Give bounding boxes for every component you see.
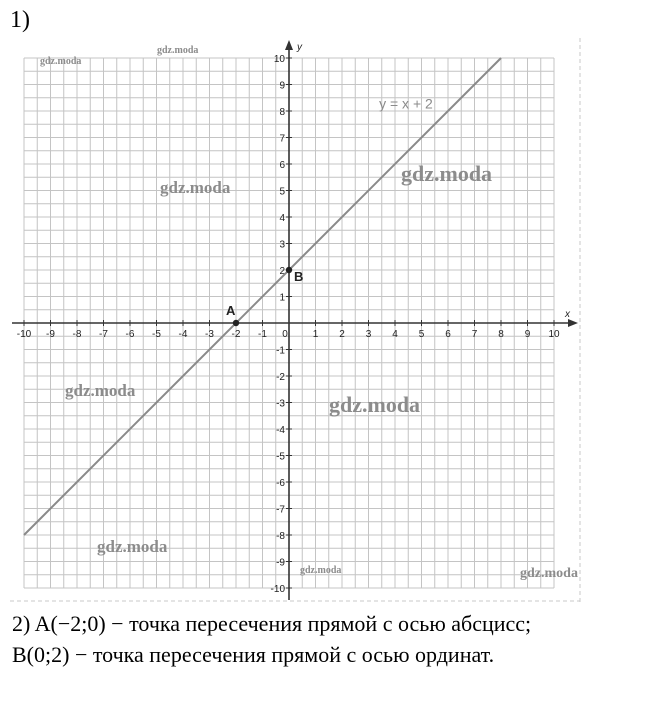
point-a bbox=[233, 320, 239, 326]
x-tick-label: 0 bbox=[282, 329, 288, 340]
answer-line-2: B(0;2) − точка пересечения прямой с осью ординат. bbox=[12, 642, 495, 667]
y-tick-label: 5 bbox=[279, 186, 285, 198]
x-tick-label: -9 bbox=[46, 329, 55, 340]
y-tick-label: -2 bbox=[276, 372, 285, 383]
x-tick-label: 4 bbox=[392, 329, 398, 340]
y-tick-label: 3 bbox=[279, 239, 285, 251]
y-tick-label: 2 bbox=[279, 266, 285, 277]
y-tick-label: -10 bbox=[270, 584, 285, 595]
x-tick-label: 5 bbox=[418, 329, 425, 340]
x-tick-label: 3 bbox=[365, 329, 372, 340]
watermark: gdz.moda bbox=[97, 537, 168, 556]
x-axis-label: x bbox=[565, 309, 570, 320]
y-tick-label: -8 bbox=[276, 531, 285, 542]
x-tick-label: -3 bbox=[205, 329, 214, 340]
y-tick-label: 4 bbox=[279, 213, 285, 224]
y-tick-label: -3 bbox=[276, 398, 285, 410]
watermark: gdz.moda bbox=[65, 381, 136, 400]
x-tick-label: 9 bbox=[524, 329, 531, 340]
y-tick-label: 6 bbox=[279, 160, 285, 171]
x-tick-label: -10 bbox=[16, 329, 32, 340]
x-tick-label: -1 bbox=[258, 329, 267, 340]
y-axis-label: y bbox=[297, 42, 302, 53]
watermark: gdz.moda bbox=[401, 161, 493, 186]
x-tick-label: -5 bbox=[152, 329, 161, 340]
answer-line-1: 2) A(−2;0) − точка пересечения прямой с осью абсцисс; bbox=[12, 611, 532, 636]
x-tick-label: -8 bbox=[72, 329, 82, 340]
x-tick-label: 10 bbox=[548, 329, 560, 340]
y-tick-label: -9 bbox=[276, 557, 285, 569]
problem-number: 1) bbox=[10, 7, 30, 33]
y-tick-label: 9 bbox=[279, 80, 285, 92]
x-axis-arrow bbox=[568, 319, 578, 327]
y-tick-label: 8 bbox=[279, 107, 285, 118]
y-tick-label: 10 bbox=[273, 54, 285, 65]
x-tick-label: 7 bbox=[471, 329, 478, 340]
y-tick-label: -7 bbox=[276, 504, 285, 516]
y-tick-label: 7 bbox=[279, 133, 285, 145]
watermarks bbox=[40, 45, 578, 581]
x-tick-label: -2 bbox=[231, 329, 241, 340]
x-tick-label: 2 bbox=[339, 329, 345, 340]
point-a-label: A bbox=[226, 303, 236, 318]
y-tick-label: -5 bbox=[276, 451, 285, 463]
y-tick-label: -4 bbox=[276, 425, 285, 436]
point-b bbox=[286, 267, 292, 273]
y-tick-label: 1 bbox=[279, 292, 285, 304]
watermark: gdz.moda bbox=[157, 45, 199, 56]
watermark: gdz.moda bbox=[40, 56, 82, 67]
y-tick-label: -6 bbox=[276, 478, 285, 489]
x-tick-label: 6 bbox=[445, 329, 451, 340]
x-tick-label: 8 bbox=[498, 329, 504, 340]
y-axis-arrow bbox=[285, 40, 293, 50]
series-label: y = x + 2 bbox=[379, 95, 433, 112]
watermark: gdz.moda bbox=[160, 178, 231, 197]
y-tick-label: -1 bbox=[276, 345, 285, 357]
x-tick-label: -6 bbox=[125, 329, 135, 340]
grid bbox=[10, 38, 580, 604]
x-tick-label: -4 bbox=[178, 329, 188, 340]
x-tick-label: 1 bbox=[312, 329, 319, 340]
point-b-label: B bbox=[294, 269, 304, 284]
watermark: gdz.moda bbox=[300, 565, 342, 576]
watermark: gdz.moda bbox=[520, 566, 578, 581]
x-tick-label: -7 bbox=[99, 329, 108, 340]
watermark: gdz.moda bbox=[329, 392, 421, 417]
